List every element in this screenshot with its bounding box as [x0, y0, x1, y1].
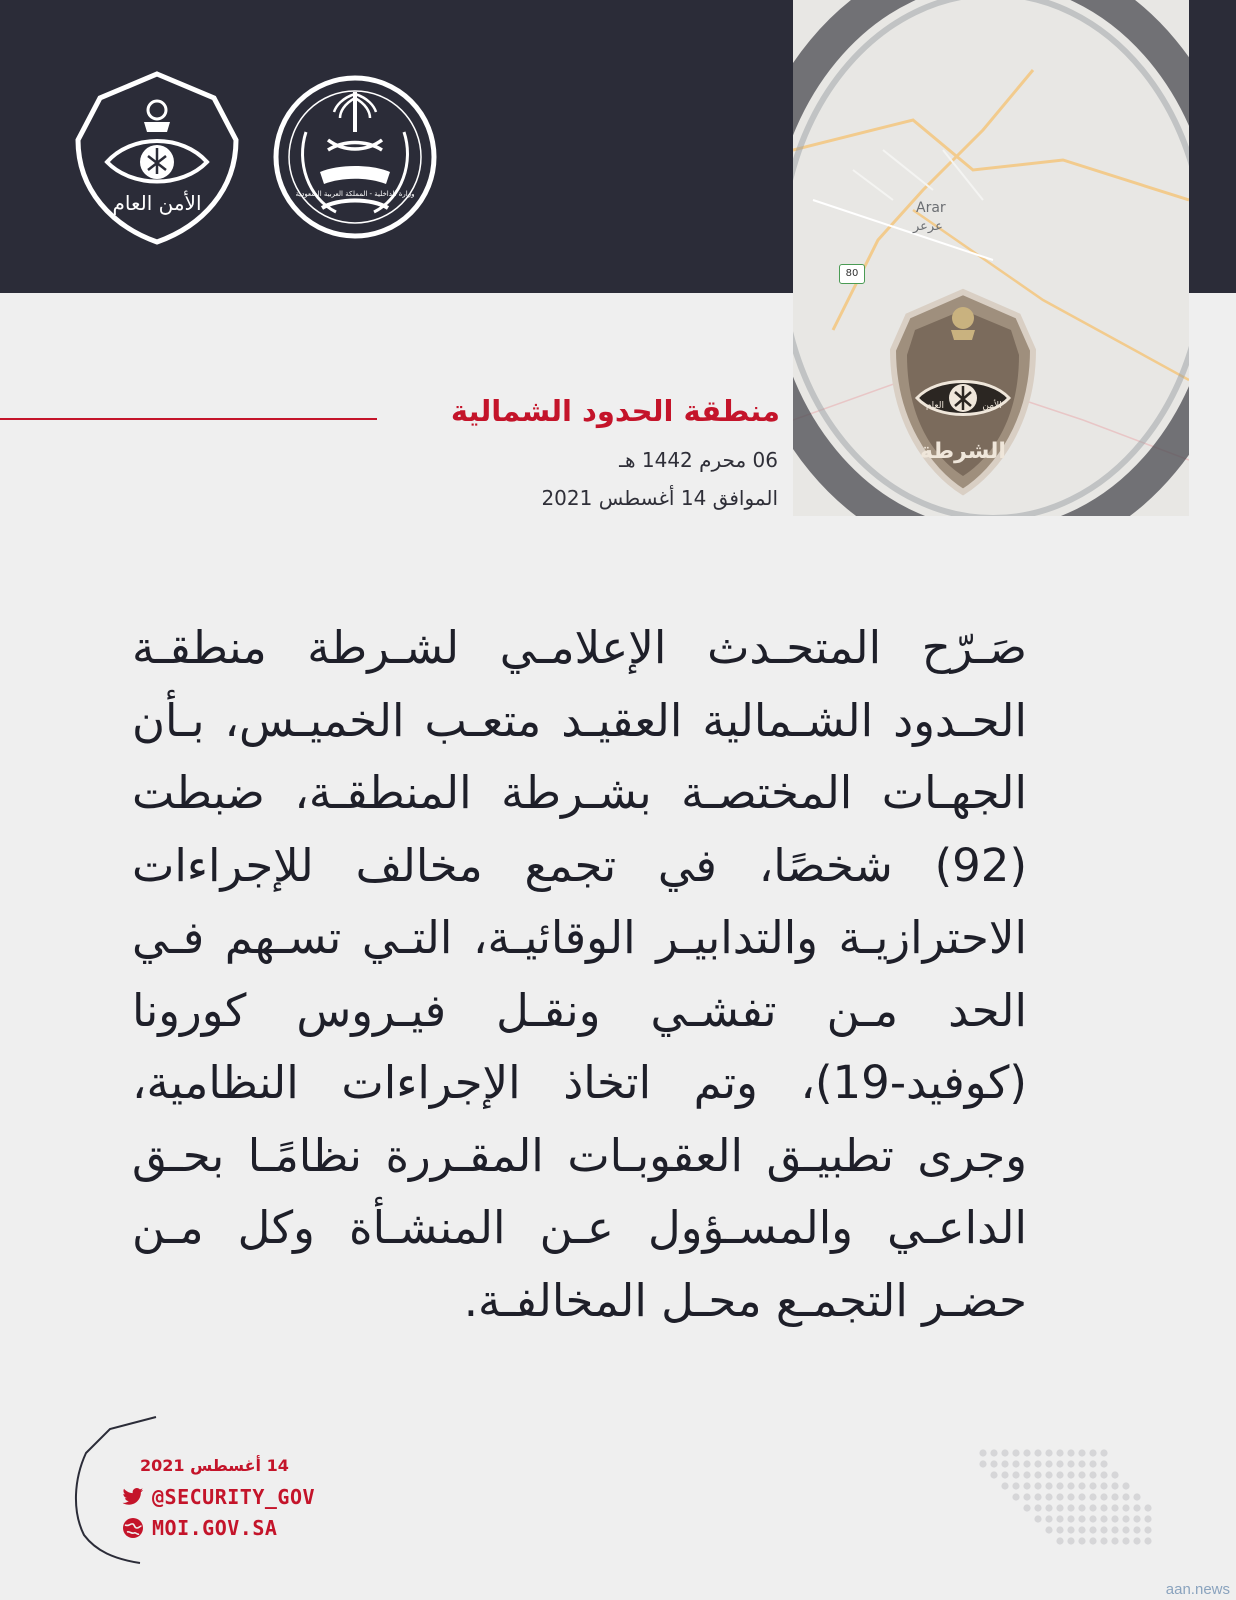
pattern-dot: [1089, 1493, 1096, 1500]
pattern-dot: [1122, 1482, 1129, 1489]
pattern-dot: [1089, 1482, 1096, 1489]
pattern-dot: [1078, 1449, 1085, 1456]
pattern-dot: [1144, 1526, 1151, 1533]
pattern-dot: [1045, 1493, 1052, 1500]
pattern-dot: [1001, 1482, 1008, 1489]
pattern-dot: [1056, 1526, 1063, 1533]
pattern-dot: [1012, 1449, 1019, 1456]
pattern-dot: [1078, 1460, 1085, 1467]
pattern-dot: [1023, 1482, 1030, 1489]
pattern-dot: [1144, 1515, 1151, 1522]
pattern-dot: [1100, 1537, 1107, 1544]
pattern-dot: [1056, 1537, 1063, 1544]
pattern-dot: [1133, 1504, 1140, 1511]
pattern-dot: [990, 1449, 997, 1456]
pattern-dot: [1100, 1482, 1107, 1489]
pattern-dot: [1023, 1504, 1030, 1511]
pattern-dot: [1100, 1471, 1107, 1478]
pattern-dot: [1111, 1526, 1118, 1533]
pattern-dot: [1001, 1471, 1008, 1478]
pattern-dot: [1045, 1471, 1052, 1478]
decorative-dot-pattern: [975, 1447, 1165, 1557]
pattern-dot: [1078, 1493, 1085, 1500]
pattern-dot: [1067, 1504, 1074, 1511]
pattern-dot: [1111, 1482, 1118, 1489]
region-title: منطقة الحدود الشمالية: [450, 394, 780, 428]
pattern-dot: [1078, 1471, 1085, 1478]
pattern-dot: [1067, 1449, 1074, 1456]
hijri-date: 06 محرم 1442 هـ: [619, 448, 778, 472]
ministry-of-interior-seal: [272, 72, 438, 242]
map-photo: [793, 0, 1189, 516]
region-divider-line: [0, 418, 377, 420]
pattern-dot: [1089, 1460, 1096, 1467]
pattern-dot: [1034, 1504, 1041, 1511]
pattern-dot: [1111, 1537, 1118, 1544]
pattern-dot: [979, 1460, 986, 1467]
pattern-dot: [1023, 1460, 1030, 1467]
pattern-dot: [1089, 1471, 1096, 1478]
pattern-dot: [1078, 1515, 1085, 1522]
footer-website-row[interactable]: [122, 1516, 277, 1540]
pattern-dot: [1067, 1471, 1074, 1478]
pattern-dot: [1133, 1493, 1140, 1500]
pattern-dot: [1078, 1482, 1085, 1489]
badge-left-word: العام: [926, 401, 944, 411]
pattern-dot: [1100, 1449, 1107, 1456]
pattern-dot: [1045, 1526, 1052, 1533]
pattern-dot: [979, 1449, 986, 1456]
pattern-dot: [1012, 1460, 1019, 1467]
pattern-dot: [1045, 1515, 1052, 1522]
pattern-dot: [1067, 1482, 1074, 1489]
pattern-dot: [1089, 1537, 1096, 1544]
pattern-dot: [1034, 1471, 1041, 1478]
source-watermark: aan.news: [1165, 1581, 1230, 1598]
map-city-label-en: Arar: [916, 200, 946, 216]
pattern-dot: [1067, 1526, 1074, 1533]
pattern-dot: [1012, 1482, 1019, 1489]
pattern-dot: [1012, 1471, 1019, 1478]
website-url[interactable]: MOI.GOV.SA: [152, 1516, 278, 1540]
public-security-logo: [72, 70, 242, 246]
footer-date: 14 أغسطس 2021: [140, 1456, 289, 1475]
badge-bottom-word: الشرطة: [920, 439, 1006, 464]
pattern-dot: [1089, 1515, 1096, 1522]
pattern-dot: [1023, 1493, 1030, 1500]
pattern-dot: [990, 1471, 997, 1478]
pattern-dot: [1089, 1504, 1096, 1511]
pattern-dot: [1034, 1493, 1041, 1500]
pattern-dot: [1111, 1471, 1118, 1478]
twitter-handle[interactable]: @SECURITY_GOV: [152, 1485, 316, 1509]
globe-icon: [122, 1517, 144, 1539]
pattern-dot: [1122, 1515, 1129, 1522]
ministry-seal-caption: وزارة الداخلية - المملكة العربية السعودية: [295, 190, 415, 198]
footer-twitter-row[interactable]: [122, 1485, 315, 1509]
pattern-dot: [1078, 1504, 1085, 1511]
pattern-dot: [1089, 1449, 1096, 1456]
pattern-dot: [1045, 1504, 1052, 1511]
pattern-dot: [1045, 1460, 1052, 1467]
pattern-dot: [1133, 1537, 1140, 1544]
pattern-dot: [1111, 1504, 1118, 1511]
pattern-dot: [1111, 1493, 1118, 1500]
pattern-dot: [1034, 1460, 1041, 1467]
statement-text: صَـرّح المتحـدث الإعلامـي لشـرطة منطقـة الحـدود الشـمالية العقيـد متعـب الخميـس، بـأن الجهـات المختصـة بشـرطة المنطقـة، ضبطت (92) شخصًا، في تجمع مخالف للإجراءات الاحترازيـة والتدابيـر الوقائيـة، التـي تسـهم فـي الحد مـن تفشـي ونقـل فيـروس كورونا (كوفيد-19)، وتم اتخاذ الإجراءات النظامية، وجرى تطبيـق العقوبـات المقـررة نظامًـا بحـق الداعـي والمسـؤول عـن المنشـأة وكل مـن حضـر التجمـع محـل المخالفـة.: [132, 621, 1027, 1327]
pattern-dot: [1144, 1537, 1151, 1544]
pattern-dot: [1034, 1515, 1041, 1522]
pattern-dot: [990, 1460, 997, 1467]
map-city-label-ar: عرعر: [913, 219, 943, 234]
pattern-dot: [1023, 1449, 1030, 1456]
pattern-dot: [1056, 1471, 1063, 1478]
pattern-dot: [1056, 1460, 1063, 1467]
twitter-bird-icon: [122, 1487, 144, 1507]
pattern-dot: [1100, 1504, 1107, 1511]
pattern-dot: [1001, 1449, 1008, 1456]
pattern-dot: [1045, 1449, 1052, 1456]
pattern-dot: [1034, 1449, 1041, 1456]
pattern-dot: [1133, 1515, 1140, 1522]
pattern-dot: [1144, 1504, 1151, 1511]
pattern-dot: [1067, 1493, 1074, 1500]
pattern-dot: [1067, 1460, 1074, 1467]
pattern-dot: [1122, 1526, 1129, 1533]
pattern-dot: [1034, 1482, 1041, 1489]
pattern-dot: [1122, 1504, 1129, 1511]
pattern-dot: [1012, 1493, 1019, 1500]
pattern-dot: [1056, 1515, 1063, 1522]
pattern-dot: [1001, 1460, 1008, 1467]
pattern-dot: [1133, 1526, 1140, 1533]
gregorian-date: الموافق 14 أغسطس 2021: [541, 486, 778, 510]
pattern-dot: [1122, 1537, 1129, 1544]
pattern-dot: [1056, 1493, 1063, 1500]
pattern-dot: [1111, 1515, 1118, 1522]
pattern-dot: [1067, 1515, 1074, 1522]
pattern-dot: [1089, 1526, 1096, 1533]
pattern-dot: [1056, 1449, 1063, 1456]
pattern-dot: [1100, 1515, 1107, 1522]
pattern-dot: [1078, 1537, 1085, 1544]
road-number-shield: 80: [839, 264, 865, 284]
badge-right-word: الأمن: [982, 401, 1002, 411]
pattern-dot: [1100, 1460, 1107, 1467]
pattern-dot: [1056, 1482, 1063, 1489]
pattern-dot: [1078, 1526, 1085, 1533]
pattern-dot: [1122, 1493, 1129, 1500]
pattern-dot: [1023, 1471, 1030, 1478]
pattern-dot: [1100, 1493, 1107, 1500]
pattern-dot: [1056, 1504, 1063, 1511]
pattern-dot: [1100, 1526, 1107, 1533]
public-security-caption: الأمن العام: [112, 191, 202, 215]
pattern-dot: [1067, 1537, 1074, 1544]
pattern-dot: [1045, 1482, 1052, 1489]
